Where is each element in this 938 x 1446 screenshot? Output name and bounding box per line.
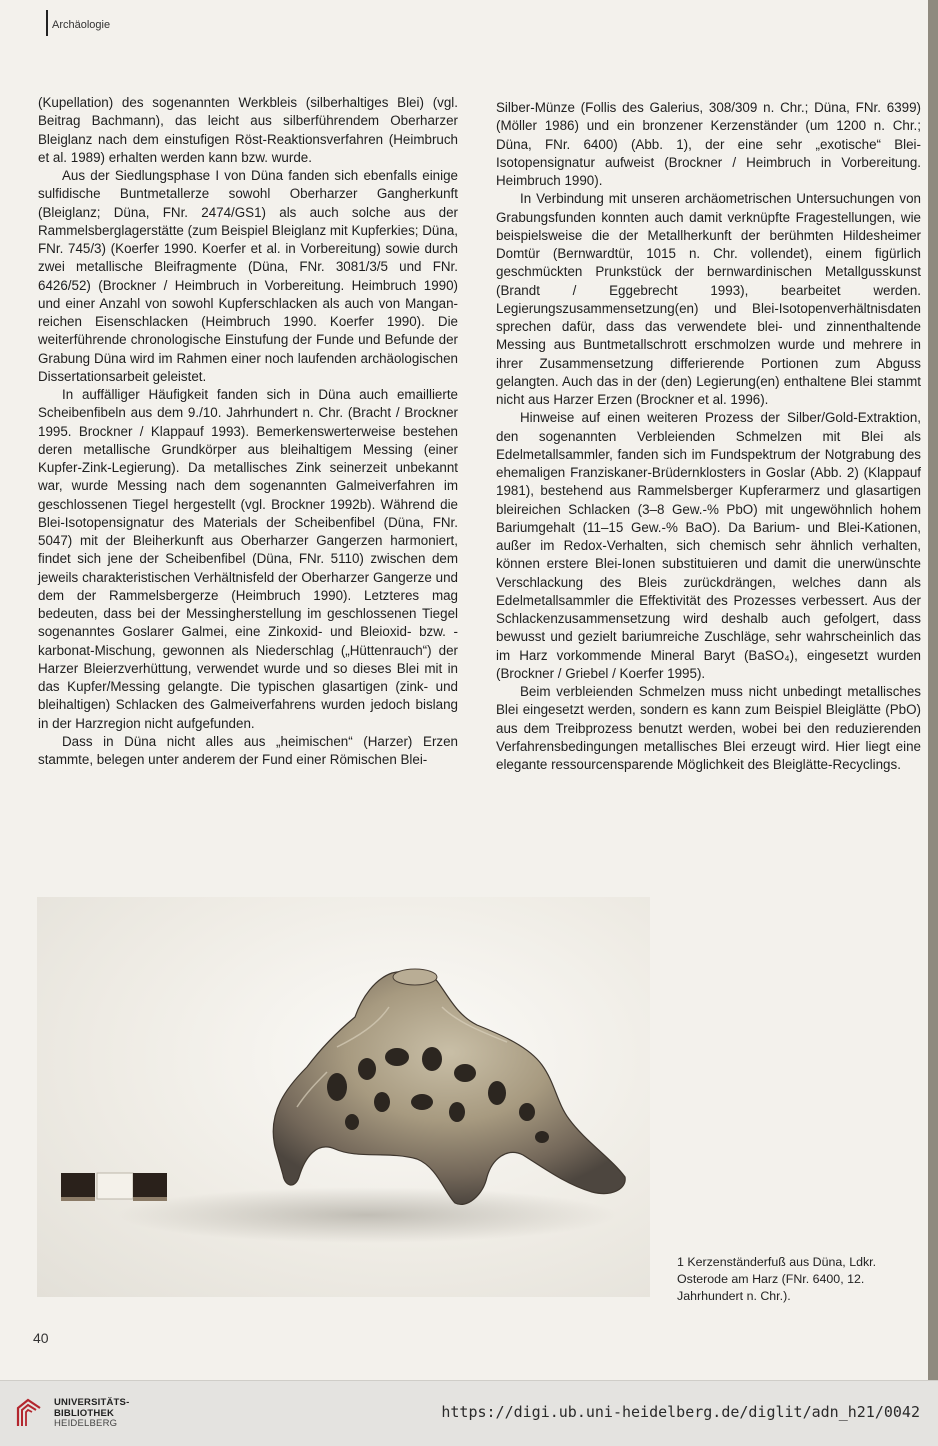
paragraph: In auffälliger Häufigkeit fanden sich in Düna auch emaillierte Scheibenfibeln aus dem 9./10. Jahrhundert n. Chr. (Bracht / Brockner 1995. Brockner / Klappauf 1993). Bemerkenswerterweise bestehen deren metallische Grundkörper aus bleihaltigem Messing (einer Kupfer-Zink-Legierung). Da metallisches Zink seinerzeit unbekannt war, wurde Messing nach dem sogenannten Galmeiverfahren im geschlossenen Tiegel hergestellt (vgl. Brockner 1992b). Während die Blei-Isotopensignatur des Materials der Scheibenfibel (Düna, FNr. 5047) mit der Bleiherkunft aus Oberharzer Gangerzen harmoniert, findet sich jene der Scheibenfibel (Düna, FNr. 5110) zwischen dem jeweils charakteristischen Verhältnisfeld der Oberharzer Gangerze und dem der Rammelsbergerze (Heimbruch 1990). Letzteres mag bedeuten, dass bei der Messingherstellung im geschlossenen Tiegel sogenanntes Goslarer Galmei, eine Zinkoxid- und Bleioxid- bzw. -karbonat-Mischung, gewonnen als Niederschlag („Hüttenrauch“) der Harzer Bleierzverhüttung, verwendet wurde und so dieses Blei mit in das Kupfer/Messing gelangte. Die typischen glasartigen (zink- und bleihaltigen) Schlacken des Galmeiverfahrens wurden jedoch bislang in der Harzregion nicht aufgefunden. <box>38 387 458 731</box>
bleed-through-text <box>505 60 515 102</box>
library-name-line: BIBLIOTHEK <box>54 1407 115 1419</box>
paragraph: Silber-Münze (Follis des Galerius, 308/309 n. Chr.; Düna, FNr. 6399) (Möller 1986) und ein bronzener Kerzenständer (um 1200 n. Chr.; Düna, FNr. 6400) (Abb. 1), der eine sehr „exotische“ Blei-Isotopensignatur aufweist (Brockner / Heimbruch in Vorbereitung. Heimbruch 1990). <box>496 100 921 188</box>
library-name[interactable] <box>54 1398 129 1430</box>
section-header: Archäologie <box>52 19 111 31</box>
paragraph: (Kupellation) des sogenannten Werkbleis (silberhaltiges Blei) (vgl. Beitrag Bachmann), das leicht aus silberführendem Oberharzer Bleiglanz nach dem einstufigen Röst-Reaktionsverfahren (Heimbruch et al. 1989) erhalten werden kann bzw. wurde. <box>38 95 458 165</box>
viewer-footer <box>0 1380 938 1446</box>
header-rule <box>46 10 48 36</box>
library-city: HEIDELBERG <box>54 1418 118 1429</box>
paragraph: Aus der Siedlungsphase I von Düna fanden sich ebenfalls einige sulfidische Buntmetallerze sowohl Oberharzer Gangherkunft (Bleiglanz; Düna, FNr. 2474/GS1) als auch solche aus der Rammelsberglagerstätte (zum Beispiel Bleiglanz mit Kupferkies; Düna, FNr. 745/3) (Koerfer 1990. Koerfer et al. in Vorbereitung) sowie durch zwei metallische Bleifragmente (Düna, FNr. 3081/3/5 und FNr. 6426/52) (Brockner / Heimbruch in Vorbereitung. Heimbruch 1990) und einer Anzahl von sowohl Kupferschlacken als auch von Mangan-reichen Eisenschlacken (Heimbruch 1990. Koerfer 1990). Die weiterführende chronologische Einstufung der Funde und Befunde der Grabung Düna wird im Rahmen einer noch laufenden archäologischen Dissertationsarbeit geleistet. <box>38 168 458 384</box>
page-number: 40 <box>33 1330 49 1346</box>
candlestick-foot-icon <box>37 897 650 1297</box>
page-edge <box>928 0 938 1380</box>
paragraph: Beim verbleienden Schmelzen muss nicht unbedingt metallisches Blei eingesetzt werden, sondern es kann zum Beispiel Bleiglätte (PbO) aus dem Treibprozess benutzt werden, wobei bei den reduzierenden Verfahrensbedingungen metallisches Blei erzeugt wird. Hier liegt eine elegante ressourcensparende Möglichkeit des Bleiglätte-Recyclings. <box>496 684 921 772</box>
library-name-line: UNIVERSITÄTS- <box>54 1397 130 1408</box>
library-logo-icon[interactable] <box>14 1396 44 1430</box>
figure-caption: 1 Kerzenständerfuß aus Düna, Ldkr. Osterode am Harz (FNr. 6400, 12. Jahrhundert n. Chr.). <box>677 1255 877 1303</box>
paragraph: In Verbindung mit unseren archäometrischen Untersuchungen von Grabungsfunden konnten auch damit verknüpfte Fragestellungen, wie beispielsweise die der Metallherkunft der berühmten Hildesheimer Domtür (Bernwardtür, 1015 n. Chr. vollendet), einem figürlich geschmückten Prunkstück der bernwardinischen Metallgusskunst (Brandt / Eggebrecht 1993), bearbeitet werden. Legierungszusammensetzung(en) und Blei-Isotopenverhältnisdaten sprechen dafür, dass das verwendete blei- und zinnenthaltende Messing aus Buntmetallschrott erschmolzen wurde und mehrere in ihrer Zusammensetzung differierende Portionen zum Abguss gelangten. Auch das in der (den) Legierung(en) enthaltene Blei stammt nicht aus Harzer Erzen (Brockner et al. 1996). <box>496 191 921 407</box>
permalink-url[interactable]: https://digi.ub.uni-heidelberg.de/diglit/adn_h21/0042 <box>441 1403 920 1421</box>
figure-photo <box>37 897 650 1297</box>
paragraph: Dass in Düna nicht alles aus „heimischen“ (Harzer) Erzen stammte, belegen unter anderem der Fund einer Römischen Blei- <box>38 733 458 767</box>
left-text-column <box>38 94 458 769</box>
right-text-column <box>496 99 921 774</box>
paragraph: Hinweise auf einen weiteren Prozess der Silber/Gold-Extraktion, den sogenannten Verbleienden Schmelzen mit Blei als Edelmetallsammler, fanden sich im Fundspektrum der Notgrabung des ehemaligen Franziskaner-Brüdernklosters in Goslar (Abb. 2) (Klappauf 1981), bestehend aus Rammelsberger Kupferarmerz und glasartigen bleireichen Schlacken (3–8 Gew.-% PbO) mit ungewöhnlich hohem Bariumgehalt (11–15 Gew.-% BaO). Da Barium- und Blei-Kationen, außer im Redox-Verhalten, sich chemisch sehr ähnlich verhalten, können erstere Blei-Ionen substituieren und damit die unerwünschte Verschlackung des Bleis zurückdrängen, welches dann als Edelmetallsammler die Effektivität des Prozesses verbessert. Aus der Schlackenzusammensetzung wird deshalb auch gefolgert, dass bewusst und gezielt bariumreiche Zuschläge, sehr wahrscheinlich das im Harz vorkommende Mineral Baryt (BaSO₄), eingesetzt wurden (Brockner / Griebel / Koerfer 1995). <box>496 410 921 681</box>
